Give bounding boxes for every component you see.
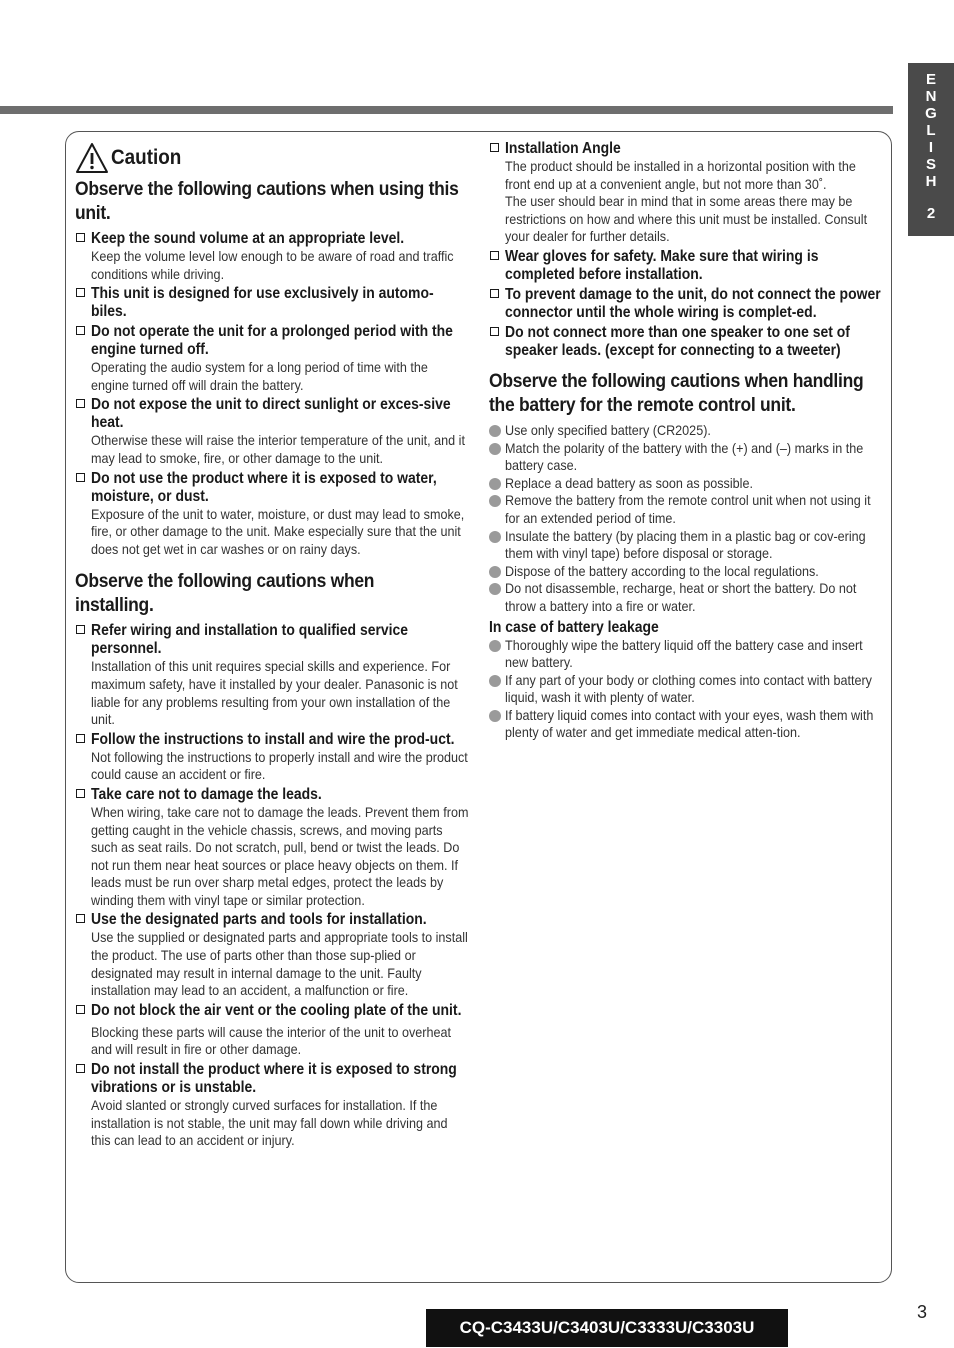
warning-triangle-icon [75, 141, 109, 175]
item-heading: Do not block the air vent or the cooling plate of the unit. [91, 1001, 462, 1019]
caution-item [75, 911, 469, 999]
checkbox-square-icon [76, 399, 85, 408]
caution-item [75, 285, 469, 321]
item-body: Use the supplied or designated parts and appropriate tools to install the product. The use of parts other than those sup-plied or designated may result in internal damage to the unit. Faulty installation may lead to an accident, a malfunction or fire. [91, 929, 468, 999]
item-body: Exposure of the unit to water, moisture, or dust may lead to smoke, fire, or other damage to the unit. Make especially sure that the unit does not get wet in car washes or on rainy days. [91, 505, 465, 557]
caution-item [489, 248, 881, 284]
caution-item [75, 786, 469, 910]
caution-item [75, 1002, 469, 1059]
battery-bullet: Replace a dead battery as soon as possible. [489, 475, 881, 493]
caution-item [75, 323, 469, 394]
caution-item [75, 731, 469, 784]
item-body: Blocking these parts will cause the interior of the unit to overheat and will result in fire or other damage. [91, 1023, 451, 1058]
caution-title: Caution [111, 146, 182, 169]
tab-letter: S [925, 156, 936, 173]
item-heading: Do not use the product where it is exposed to water, moisture, or dust. [91, 469, 437, 505]
item-heading: Do not install the product where it is exposed to strong vibrations or is unstable. [91, 1061, 457, 1097]
item-heading: Wear gloves for safety. Make sure that wiring is completed before installation. [505, 247, 819, 283]
checkbox-square-icon [76, 1005, 85, 1014]
language-tab [908, 63, 954, 236]
item-heading: Do not operate the unit for a prolonged period with the engine turned off. [91, 323, 453, 359]
bullet-dot-icon [489, 583, 501, 595]
checkbox-square-icon [490, 143, 499, 152]
page-number: 3 [917, 1302, 928, 1322]
bullet-dot-icon [489, 640, 501, 652]
caution-item [489, 140, 881, 246]
item-heading: Refer wiring and installation to qualified service personnel. [91, 622, 409, 658]
bullet-dot-icon [489, 478, 501, 490]
section-title-installing: Observe the following cautions when installing. [75, 571, 375, 617]
section-title-battery: Observe the following cautions when handling the battery for the remote control unit. [489, 370, 864, 416]
tab-letter: G [925, 105, 937, 122]
leakage-bullet: If battery liquid comes into contact with your eyes, wash them with plenty of water and get immediate medical atten-tion. [489, 707, 881, 742]
item-body: Avoid slanted or strongly curved surfaces for installation. If the installation is not stable, the unit may fall down while driving and this can lead to an accident or injury. [91, 1097, 448, 1149]
item-body: Installation of this unit requires special skills and experience. For maximum safety, have it installed by your dealer. Panasonic is not liable for any problems resulting from your own installation of the unit. [91, 658, 458, 728]
bullet-dot-icon [489, 710, 501, 722]
caution-heading [75, 140, 469, 176]
item-heading: Take care not to damage the leads. [91, 785, 322, 803]
checkbox-square-icon [76, 625, 85, 634]
bullet-dot-icon [489, 443, 501, 455]
bullet-dot-icon [489, 495, 501, 507]
caution-item [75, 230, 469, 283]
leakage-bullet: If any part of your body or clothing comes into contact with battery liquid, wash it with plenty of water. [489, 672, 881, 707]
checkbox-square-icon [76, 326, 85, 335]
tab-letter: E [925, 71, 936, 88]
item-heading: Use the designated parts and tools for installation. [91, 911, 427, 929]
checkbox-square-icon [76, 233, 85, 242]
item-body: Keep the volume level low enough to be aware of road and traffic conditions while driving. [91, 248, 454, 282]
item-body: The product should be installed in a horizontal position with the front end up at a convenient angle, but not more than 30˚. The user should bear in mind that in some areas there may be restrictions on how and where this unit must be installed. Consult your dealer for further details. [505, 158, 868, 245]
right-column [489, 140, 881, 742]
checkbox-square-icon [490, 289, 499, 298]
section-title-using: Observe the following cautions when using this unit. [75, 179, 459, 224]
language-letters [925, 71, 937, 190]
item-heading: Follow the instructions to install and wire the prod-uct. [91, 730, 455, 748]
caution-item [75, 1061, 469, 1150]
checkbox-square-icon [76, 1064, 85, 1073]
bullet-dot-icon [489, 531, 501, 543]
left-column [75, 140, 469, 1152]
battery-bullet: Insulate the battery (by placing them in a plastic bag or cov-ering them with vinyl tape) before disposal or storage. [489, 528, 881, 563]
checkbox-square-icon [76, 734, 85, 743]
tab-letter: N [925, 88, 937, 105]
item-body: Otherwise these will raise the interior temperature of the unit, and it may lead to smoke, fire, or other damage to the unit. [91, 432, 465, 466]
checkbox-square-icon [76, 288, 85, 297]
item-heading: Installation Angle [505, 140, 621, 157]
caution-item [75, 470, 469, 559]
battery-bullet: Do not disassemble, recharge, heat or short the battery. Do not throw a battery into a fire or water. [489, 580, 881, 615]
model-number-badge: CQ-C3433U/C3403U/C3333U/C3303U [426, 1309, 788, 1347]
checkbox-square-icon [76, 473, 85, 482]
tab-letter: I [928, 139, 934, 156]
item-heading: Do not expose the unit to direct sunlight or exces-sive heat. [91, 396, 451, 432]
item-body: Operating the audio system for a long period of time with the engine turned off will drain the battery. [91, 359, 428, 393]
battery-bullet: Remove the battery from the remote control unit when not using it for an extended period of time. [489, 492, 881, 527]
checkbox-square-icon [490, 327, 499, 336]
tab-letter: L [926, 122, 936, 139]
item-heading: This unit is designed for use exclusively in automo-biles. [91, 285, 434, 321]
bullet-dot-icon [489, 566, 501, 578]
checkbox-square-icon [490, 251, 499, 260]
leakage-heading: In case of battery leakage [489, 618, 659, 636]
item-heading: To prevent damage to the unit, do not connect the power connector until the whole wiring is complet-ed. [505, 285, 881, 321]
caution-item [75, 396, 469, 467]
battery-bullet: Dispose of the battery according to the local regulations. [489, 563, 881, 581]
battery-bullet: Use only specified battery (CR2025). [489, 422, 881, 440]
tab-letter: H [925, 173, 937, 190]
leakage-bullet: Thoroughly wipe the battery liquid off the battery case and insert new battery. [489, 637, 881, 672]
item-heading: Do not connect more than one speaker to one set of speaker leads. (except for connecting to a tweeter) [505, 323, 850, 359]
caution-item [489, 324, 881, 360]
caution-item [75, 622, 469, 728]
bullet-dot-icon [489, 675, 501, 687]
battery-bullet: Match the polarity of the battery with the (+) and (–) marks in the battery case. [489, 440, 881, 475]
tab-number: 2 [926, 205, 936, 222]
checkbox-square-icon [76, 789, 85, 798]
item-body: When wiring, take care not to damage the leads. Prevent them from getting caught in the vehicle chassis, screws, and moving parts such as seat rails. Do not scratch, pull, bend or twist the leads. Do not run them near heat sources or place heavy objects on them. If leads must be run over sharp metal edges, protect the leads by winding them with vinyl tape or similar protection. [91, 803, 469, 908]
bullet-dot-icon [489, 425, 501, 437]
checkbox-square-icon [76, 914, 85, 923]
caution-item [489, 286, 881, 322]
header-rule [0, 106, 893, 114]
item-heading: Keep the sound volume at an appropriate level. [91, 230, 405, 247]
item-body: Not following the instructions to properly install and wire the product could cause an accident or fire. [91, 748, 468, 783]
